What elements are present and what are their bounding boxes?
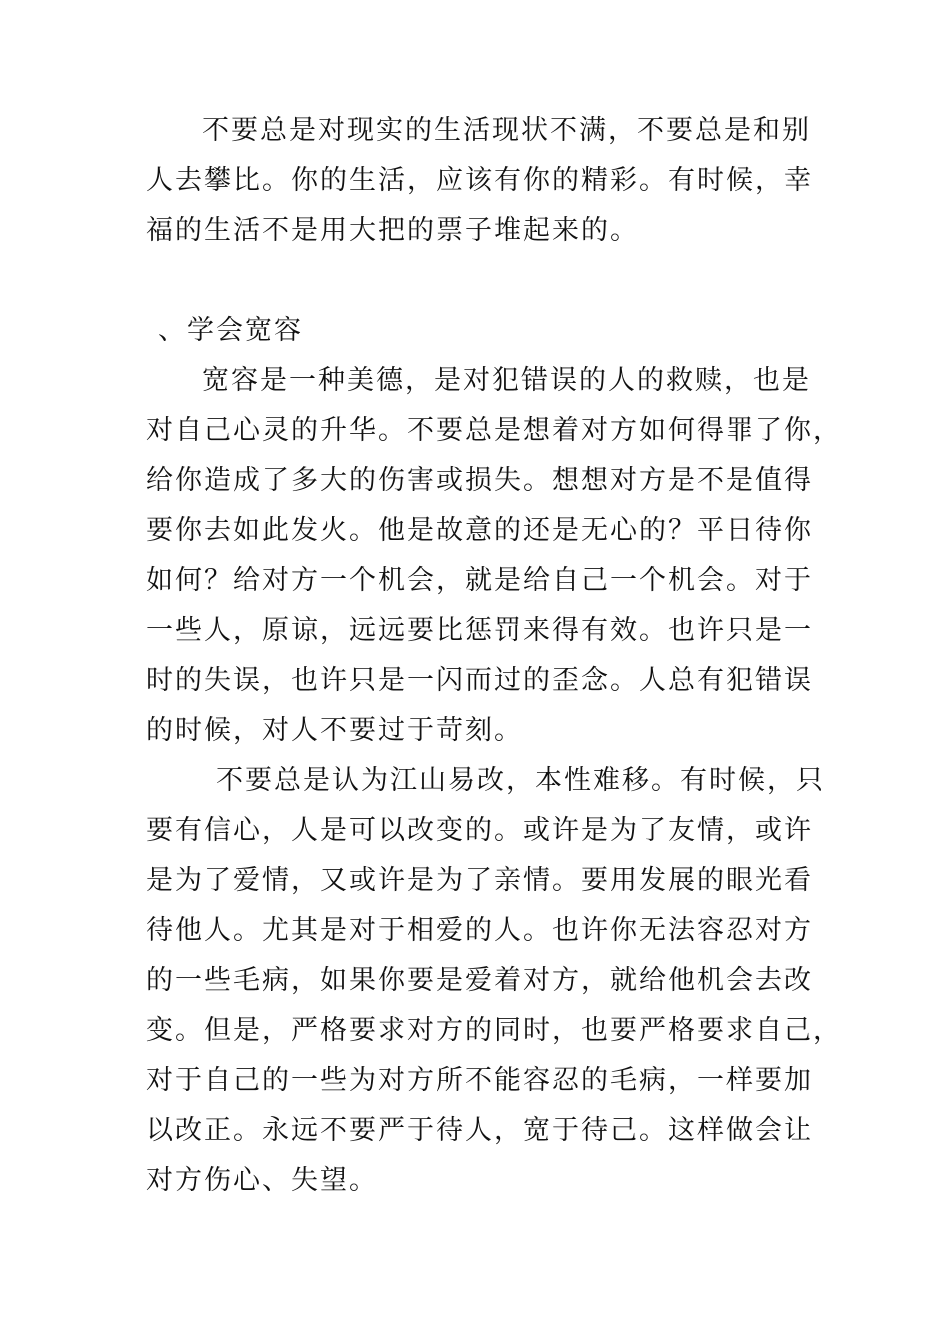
text-line: 以改正。永远不要严于待人，宽于待己。这样做会让	[146, 1115, 813, 1146]
text-line: 要有信心，人是可以改变的。或许是为了友情，或许	[146, 815, 813, 846]
paragraph-tolerance	[146, 356, 842, 756]
text-line: 变。但是，严格要求对方的同时，也要严格要求自己，	[146, 1015, 842, 1046]
text-line: 一些人，原谅，远远要比惩罚来得有效。也许只是一	[146, 615, 813, 646]
paragraph-change	[146, 756, 842, 1206]
text-line: 给你造成了多大的伤害或损失。想想对方是不是值得	[146, 465, 813, 496]
text-line: 时的失误，也许只是一闪而过的歪念。人总有犯错误	[146, 665, 813, 696]
section-heading: 、学会宽容	[158, 315, 303, 346]
text-line: 要你去如此发火。他是故意的还是无心的？平日待你	[146, 515, 813, 546]
text-line: 是为了爱情，又或许是为了亲情。要用发展的眼光看	[146, 865, 813, 896]
text-line: 宽容是一种美德，是对犯错误的人的救赎，也是	[202, 365, 811, 396]
text-line: 的时候，对人不要过于苛刻。	[146, 715, 523, 746]
text-line: 对自己心灵的升华。不要总是想着对方如何得罪了你，	[146, 415, 842, 446]
text-line: 不要总是对现实的生活现状不满，不要总是和别	[202, 115, 811, 146]
text-line: 对于自己的一些为对方所不能容忍的毛病，一样要加	[146, 1065, 813, 1096]
text-line: 待他人。尤其是对于相爱的人。也许你无法容忍对方	[146, 915, 813, 946]
paragraph-dissatisfaction	[146, 106, 813, 256]
text-line: 不要总是认为江山易改，本性难移。有时候，只	[216, 765, 825, 796]
text-line: 对方伤心、失望。	[146, 1165, 378, 1196]
text-line: 福的生活不是用大把的票子堆起来的。	[146, 215, 639, 246]
text-line: 的一些毛病，如果你要是爱着对方，就给他机会去改	[146, 965, 813, 996]
text-line: 人去攀比。你的生活，应该有你的精彩。有时候，幸	[146, 165, 813, 196]
text-line: 如何？给对方一个机会，就是给自己一个机会。对于	[146, 565, 813, 596]
